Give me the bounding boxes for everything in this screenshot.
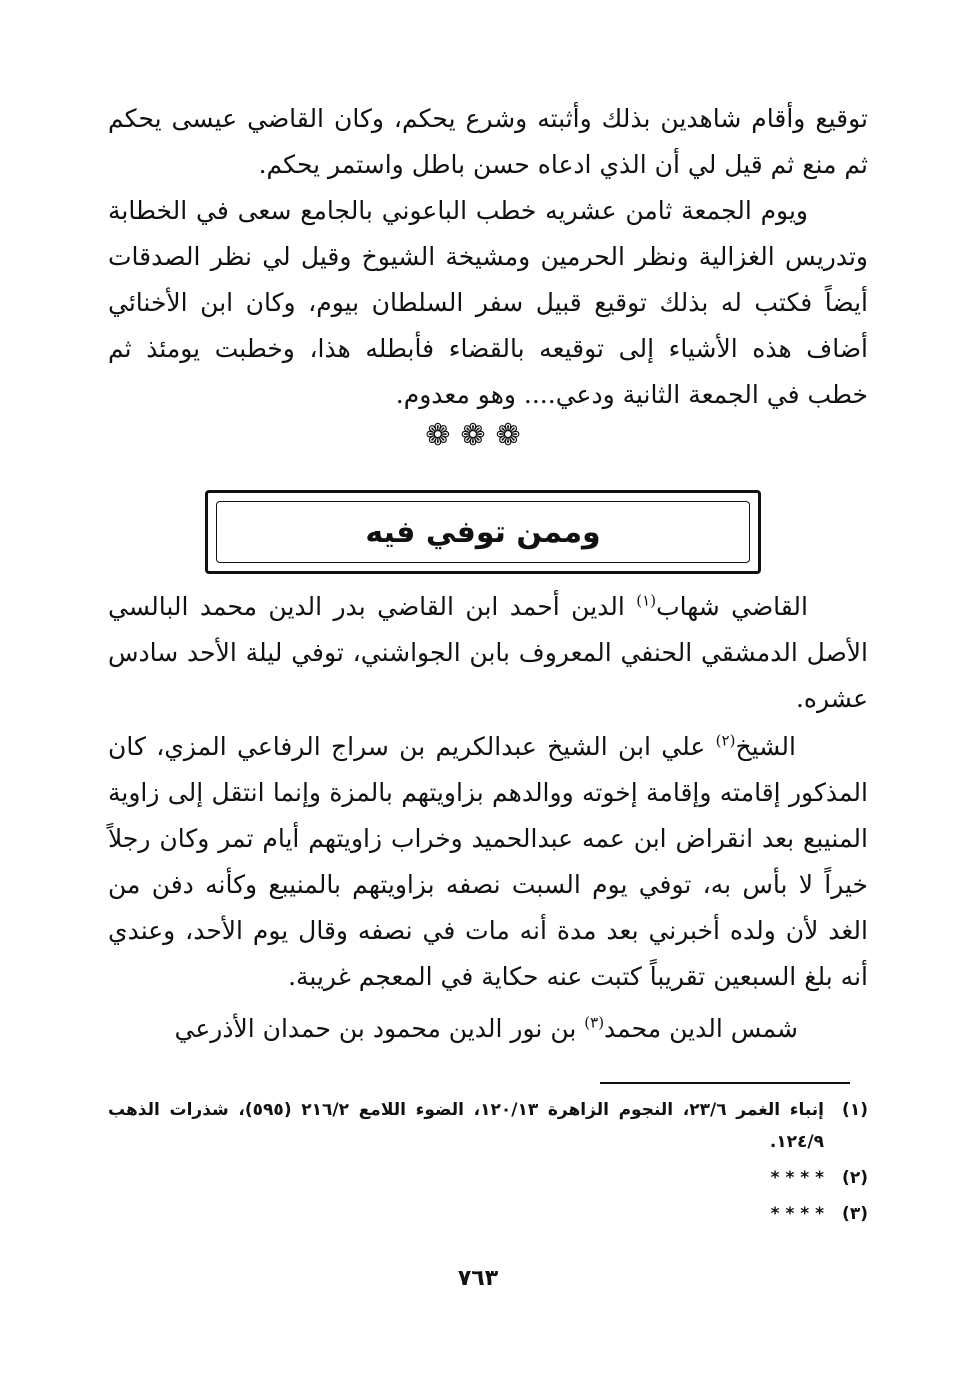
footnote-number: (٣)	[842, 1204, 868, 1224]
section-title: وممن توفي فيه	[216, 501, 750, 563]
footnote-text: * * * *	[770, 1204, 824, 1224]
entry-lead: القاضي شهاب	[656, 592, 809, 621]
ornament-separator: ❁❁❁	[425, 418, 531, 453]
entry-lead: الشيخ	[735, 732, 796, 761]
footnote-ref-1[interactable]: (١)	[636, 591, 657, 610]
entry-lead: شمس الدين محمد	[604, 1014, 798, 1043]
footnote-divider	[600, 1082, 850, 1084]
footnote-ref-3[interactable]: (٣)	[584, 1013, 605, 1032]
footnote-2	[108, 1162, 868, 1194]
footnote-text: إنباء الغمر ٢٣/٦، النجوم الزاهرة ١٢٠/١٣، الضوء اللامع ٢١٦/٢ (٥٩٥)، شذرات الذهب ١٢٤/٩.	[108, 1100, 824, 1152]
entry-text: علي ابن الشيخ عبدالكريم بن سراج الرفاعي المزي، كان المذكور إقامته وإقامة إخوته ووالدهم بزاويتهم بالمزة وإنما انتقل إلى زاوية المنيبع بعد انقراض ابن عمه عبدالحميد وخراب زاويتهم أيام تمر وكان رجلاً خيراً لا بأس به، توفي يوم السبت نصفه بزاويتهم بالمنيبع وكأنه دفن من الغد لأن ولده أخبرني بعد مدة أنه مات في نصفه وقال يوم الأحد، وعندي أنه بلغ السبعين تقريباً كتبت عنه حكاية في المعجم غريبة.	[108, 732, 868, 991]
footnote-text: * * * *	[770, 1168, 824, 1188]
entry-ali-ibn-abdulkarim	[108, 724, 868, 1000]
entry-text: الدين أحمد ابن القاضي بدر الدين محمد البالسي الأصل الدمشقي الحنفي المعروف بابن الجواشني، توفي ليلة الأحد سادس عشره.	[108, 592, 868, 713]
entry-shihab-al-din	[108, 584, 868, 722]
footnotes	[108, 1094, 868, 1234]
footnote-ref-2[interactable]: (٢)	[715, 731, 736, 750]
footnote-3	[108, 1198, 868, 1230]
page-number: ٧٦٣	[457, 1266, 499, 1291]
section-title-frame	[205, 490, 761, 574]
entry-shams-al-din	[108, 1006, 868, 1052]
footnote-number: (١)	[842, 1100, 868, 1120]
footnote-number: (٢)	[842, 1168, 868, 1188]
paragraph-continuation: توقيع وأقام شاهدين بذلك وأثبته وشرع يحكم، وكان القاضي عيسى يحكم ثم منع ثم قيل لي أن الذي ادعاه حسن باطل واستمر يحكم.	[108, 104, 868, 179]
footnote-1	[108, 1094, 868, 1158]
paragraph-friday-sermon: ويوم الجمعة ثامن عشريه خطب الباعوني بالجامع سعى في الخطابة وتدريس الغزالية ونظر الحرمين ومشيخة الشيوخ وقيل لي نظر الصدقات أيضاً فكتب له بذلك توقيع قبيل سفر السلطان بيوم، وكان ابن الأخنائي أضاف هذه الأشياء إلى توقيعه بالقضاء فأبطله هذا، وخطبت يومئذ ثم خطب في الجمعة الثانية ودعي.... وهو معدوم.	[108, 196, 869, 409]
entry-text: بن نور الدين محمود بن حمدان الأذرعي	[174, 1014, 585, 1043]
